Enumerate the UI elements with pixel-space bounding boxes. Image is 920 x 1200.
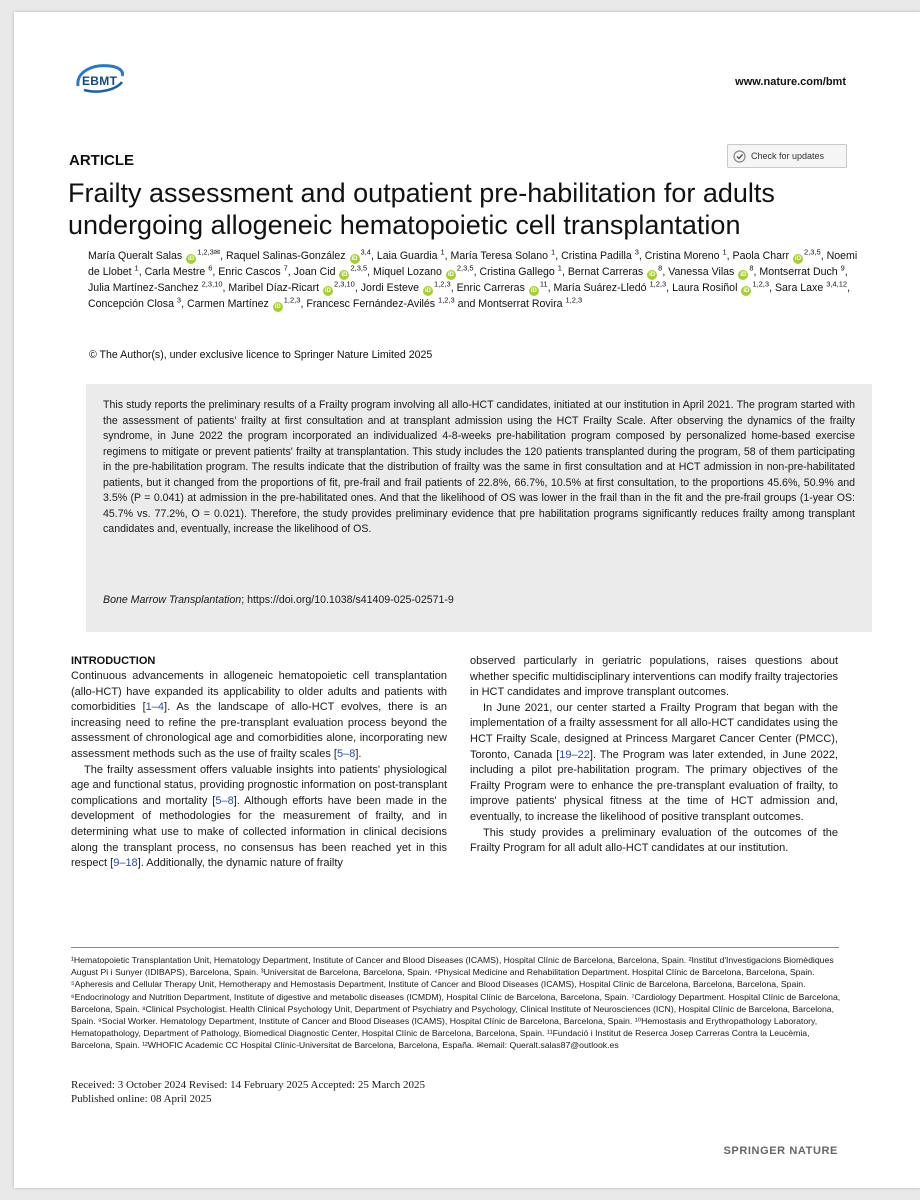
affiliation-superscript: 9 bbox=[840, 263, 845, 273]
reference-link[interactable]: 9–18 bbox=[113, 857, 138, 870]
affiliation-superscript: 1,2,3 bbox=[649, 279, 667, 289]
author-name[interactable]: Montserrat Rovira bbox=[478, 297, 566, 310]
affiliation-superscript: 1,2,3 bbox=[752, 279, 770, 289]
affiliation-superscript: 1 bbox=[440, 247, 445, 257]
affiliation-superscript: 8 bbox=[749, 263, 754, 273]
author-name[interactable]: Montserrat Duch bbox=[759, 265, 841, 278]
received-revised-accepted: Received: 3 October 2024 Revised: 14 February 2025 Accepted: 25 March 2025 bbox=[71, 1079, 426, 1091]
author-name[interactable]: Francesc Fernández-Avilés bbox=[306, 297, 439, 310]
author-name[interactable]: Noemi de Llobet bbox=[88, 250, 858, 278]
author-name[interactable]: Enric Cascos bbox=[218, 265, 284, 278]
author-name[interactable]: Laia Guardia bbox=[376, 250, 441, 262]
footnote-divider bbox=[71, 947, 839, 948]
affiliation-superscript: 1,2,3 bbox=[283, 295, 301, 305]
author-name[interactable]: Cristina Padilla bbox=[561, 250, 635, 262]
affiliation-superscript: 8 bbox=[658, 263, 663, 273]
orcid-icon[interactable]: iD bbox=[740, 271, 747, 278]
reference-link[interactable]: 1–4 bbox=[145, 701, 165, 714]
intro-paragraph-3: observed particularly in geriatric populations, raises questions about whether specific multidisciplinary interventions can modify frailty trajectories in HCT candidates and improve transplant outcomes. bbox=[470, 655, 838, 699]
orcid-icon[interactable]: iD bbox=[649, 271, 656, 278]
author-list: María Queralt Salas $iD^{1,2,3✉}$, Raquel Salinas-González iD$^{3,4}$, Laia Guardia $^1$, María Teresa Solano $^1$, Cristina Padilla $^3$, Cristina Moreno $^1$, Paola Charr iD$^{2,3,5}$, Noemi de Llobet $^1$, Carla Mestre $^6$, Enric Cascos $^7$, Joan Cid iD$^{2,3,5}$, Miquel Lozano iD$^{2,3,5}$, Cristina Gallego $^1$, Bernat Carreras $iD^8$, Vanessa Vilas $iD^8$, Montserrat Duch $^9$, Julia Martínez-Sanchez $^{2,3,10}$, Maribel Díaz-Ricart iD$^{2,3,10}$, Jordi Esteve iD$^{1,2,3}$, Enric Carreras $iD^{11}$, María Suárez-Lledó $^{1,2,3}$, Laura Rosiñol iD$^{1,2,3}$, Sara Laxe $^{3,4,12}$, Concepción Closa $^3$, Carmen Martínez iD$^{1,2,3}$, Francesc Fernández-Avilés $^{1,2,3}$ and Montserrat Rovira $^{1,2,3}$ bbox=[88, 247, 858, 310]
affiliation-superscript: 1,2,3✉ bbox=[197, 247, 221, 257]
article-dates bbox=[71, 1078, 425, 1106]
article-type-label: ARTICLE bbox=[69, 152, 134, 169]
orcid-icon[interactable]: iD bbox=[274, 303, 281, 310]
author-name[interactable]: Joan Cid bbox=[293, 265, 339, 278]
author-name[interactable]: Maribel Díaz-Ricart bbox=[228, 281, 322, 294]
orcid-icon[interactable]: iD bbox=[425, 287, 431, 294]
abstract-text: This study reports the preliminary results of a Frailty program involving all allo-HCT candidates, initiated at our institution in April 2021. The program started with the assessment of patients' frailty at first consultation and at transplant admission using the HCT Frailty Scale. After observing the dynamics of the frailty syndrome, in June 2022 the program incorporated an individualized 4-8-weeks pre-habilitation program composed by personalized home-based exercise regimens to mitigate or prevent patients' frailty at transplantation. This study includes the 120 patients transplanted during the program, 58 of them participating in the pre-habilitation program. The results indicate that the distribution of frailty was the same in first consultation and at HCT admission in non-pre-habilitated patients, but it changed from the proportions of fit, pre-frail and frail patients of 22.8%, 66.7%, 10.5% at first consultation, to the proportions 45.6%, 50.9% and 3.5% (P = 0.041) at admission in the pre-habilitated ones. And that the likelihood of OS was lower in the frail than in the fit and the pre-frail groups (1-year OS: 45.7% vs. 77.2%, O = 0.021). Therefore, the study provides preliminary evidence that pre habilitation programs significantly reduces frailty among transplant candidates and, eventually, increase the likelihood of OS. bbox=[103, 399, 855, 535]
author-name[interactable]: Raquel Salinas-González bbox=[226, 250, 349, 262]
orcid-icon[interactable]: iD bbox=[325, 287, 331, 294]
affiliation-superscript: 2,3,10 bbox=[334, 279, 355, 289]
author-name[interactable]: Sara Laxe bbox=[774, 281, 827, 294]
orcid-icon[interactable]: iD bbox=[341, 271, 348, 278]
author-name[interactable]: Cristina Gallego bbox=[479, 265, 558, 278]
affiliation-superscript: 1 bbox=[134, 263, 139, 273]
author-name[interactable]: Cristina Moreno bbox=[644, 250, 723, 262]
author-name[interactable]: Enric Carreras bbox=[456, 281, 528, 294]
intro-paragraph-5: This study provides a preliminary evaluation of the outcomes of the Frailty Program for all adult allo-HCT candidates at our institution. bbox=[470, 826, 838, 855]
affiliation-superscript: 2,3,5 bbox=[456, 263, 474, 273]
citation-line bbox=[103, 594, 454, 606]
affiliation-superscript: 1 bbox=[557, 263, 562, 273]
check-updates-label: Check for updates bbox=[751, 151, 825, 161]
published-online: Published online: 08 April 2025 bbox=[71, 1093, 212, 1105]
reference-link[interactable]: 5–8 bbox=[215, 794, 234, 807]
intro-paragraph-2: The frailty assessment offers valuable insights into patients' physiological age and functional status, providing prognostic information on post-transplant complications and mortality [5–8]. Although efforts have been made in the development of methodologies for the measurement of frailty, and in determining what use to make of collected information in clinical decisions along the transplant process, no consensus has been reached yet in this respect [9–18]. Additionally, the dynamic nature of frailty bbox=[71, 763, 447, 870]
affiliation-superscript: 1 bbox=[722, 247, 727, 257]
affiliation-superscript: 3,4,12 bbox=[826, 279, 848, 289]
left-column bbox=[71, 669, 447, 872]
author-name[interactable]: Concepción Closa bbox=[88, 297, 177, 310]
affiliation-superscript: 1,2,3 bbox=[565, 295, 583, 305]
author-name[interactable]: Jordi Esteve bbox=[360, 281, 422, 294]
author-name[interactable]: Carmen Martínez bbox=[186, 297, 272, 310]
section-heading-introduction: INTRODUCTION bbox=[71, 655, 156, 667]
affiliation-superscript: 3 bbox=[176, 295, 182, 305]
affiliation-superscript: 1,2,3 bbox=[434, 279, 451, 289]
affiliation-superscript: 2,3,10 bbox=[201, 279, 223, 289]
author-name[interactable]: Laura Rosiñol bbox=[672, 281, 741, 294]
right-column bbox=[470, 654, 838, 857]
author-name[interactable]: Julia Martínez-Sanchez bbox=[88, 281, 202, 294]
affiliations: ¹Hematopoietic Transplantation Unit, Hematology Department, Institute of Cancer and Blood Diseases (ICAMS), Hospital Clínic de Barcelona, Barcelona, Spain. ²Institut d'Investigacions Biomèdiques August Pi i Sunyer (IDIBAPS), Barcelona, Spain. ³Universitat de Barcelona, Barcelona, Spain. ⁴Physical Medicine and Rehabilitation Department. Hospital Clínic de Barcelona, Barcelona, Spain. ⁵Apheresis and Cellular Therapy Unit, Hemotherapy and Hemostasis Department, Institute of Cancer and Blood Diseases (ICAMS), Hospital Clínic de Barcelona, Barcelona, Barcelona, Spain. ⁶Endocrinology and Nutrition Department, Institute of digestive and metabolic diseases (ICMDM), Hospital Clínic de Barcelona, Barcelona, Spain. ⁷Cardiology Department. Hospital Clínic de Barcelona, Barcelona, Spain. ⁸Clinical Psychologist. Health Clinical Psychology Unit, Department of Psychiatry and Psychology, Clinical Institute of Neurosciences (ICN), Hospital Clínic de Barcelona, Barcelona, Spain. ⁹Social Worker. Hematology Department, Institute of Cancer and Blood Diseases (ICAMS), Hospital Clínic de Barcelona, Barcelona, Spain. ¹⁰Hemostasis and Erythropathology Laboratory, Hematopathology, Department of Pathology, Biomedical Diagnostic Center, Hospital Clínic de Barcelona, Barcelona, Spain. ¹¹Fundació i Institut de Reserca Josep Carreras Contra la Leucèmia, Barcelona, Spain. ¹²WHOFIC Academic CC Hospital Clínic-Universitat de Barcelona, Barcelona, España. ✉email: Queralt.salas87@outlook.es bbox=[71, 955, 841, 1051]
ebmt-logo bbox=[70, 60, 130, 98]
affiliation-superscript: 1,2,3 bbox=[438, 295, 455, 305]
doi-link[interactable]: ; https://doi.org/10.1038/s41409-025-02571-9 bbox=[241, 594, 454, 606]
intro-paragraph-4: In June 2021, our center started a Frailty Program that began with the implementation of a frailty assessment for all allo-HCT candidates using the HCT Frailty Scale, designed at Princess Margaret Cancer Center (PMCC), Toronto, Canada [19–22]. The Program was later extended, in June 2022, including a pilot pre-habilitation program. The primary objectives of the Frailty Program were to enhance the pre-transplant evaluation of frailty, to improve patients' physical fitness at the time of HCT admission and, eventually, to increase the likelihood of positive transplant outcomes. bbox=[470, 701, 838, 823]
check-for-updates-button[interactable] bbox=[727, 144, 847, 168]
article-title: Frailty assessment and outpatient pre-habilitation for adults undergoing allogeneic hematopoietic cell transplantation bbox=[68, 178, 775, 240]
copyright-notice: © The Author(s), under exclusive licence to Springer Nature Limited 2025 bbox=[89, 349, 433, 361]
publisher-logo: SPRINGER NATURE bbox=[723, 1145, 838, 1157]
affiliation-superscript: 1 bbox=[551, 247, 556, 257]
orcid-icon[interactable]: iD bbox=[351, 256, 358, 262]
author-name[interactable]: Vanessa Vilas bbox=[668, 265, 738, 278]
reference-link[interactable]: 5–8 bbox=[336, 747, 356, 760]
author-name[interactable]: María Teresa Solano bbox=[450, 250, 552, 262]
affiliation-superscript: 7 bbox=[283, 263, 288, 273]
affiliation-superscript: 3,4 bbox=[360, 247, 371, 257]
intro-paragraph-1: Continuous advancements in allogeneic hematopoietic cell transplantation (allo-HCT) have expanded its applicability to older adults and patients with comorbidities [1–4]. As the landscape of allo-HCT evolves, there is an increasing need to refine the pre-transplant evaluation process beyond the assessment of chronological age and comorbidities alone, incorporating new assessment methods such as the use of frailty scales [5–8]. bbox=[71, 670, 447, 760]
author-name[interactable]: Carla Mestre bbox=[144, 265, 209, 278]
author-name[interactable]: María Suárez-Lledó bbox=[553, 281, 650, 294]
affiliation-superscript: 6 bbox=[208, 263, 213, 273]
author-name[interactable]: Miquel Lozano bbox=[373, 265, 445, 278]
author-name[interactable]: María Queralt Salas bbox=[88, 250, 186, 262]
logo-text: EBMT bbox=[82, 74, 118, 88]
reference-link[interactable]: 19–22 bbox=[559, 748, 590, 761]
article-page bbox=[14, 12, 920, 1188]
check-updates-icon bbox=[732, 149, 746, 163]
affiliation-superscript: 3 bbox=[634, 247, 639, 257]
journal-name: Bone Marrow Transplantation bbox=[103, 594, 242, 606]
affiliation-superscript: 2,3,5 bbox=[350, 263, 368, 273]
orcid-icon[interactable]: iD bbox=[530, 287, 537, 294]
orcid-icon[interactable]: iD bbox=[743, 287, 750, 294]
orcid-icon[interactable]: iD bbox=[447, 271, 454, 278]
orcid-icon[interactable]: iD bbox=[795, 256, 802, 262]
journal-url-link[interactable]: www.nature.com/bmt bbox=[735, 76, 846, 88]
orcid-icon[interactable]: iD bbox=[188, 256, 195, 262]
affiliation-superscript: 11 bbox=[539, 279, 548, 289]
author-name[interactable]: Bernat Carreras bbox=[567, 265, 647, 278]
author-name[interactable]: Paola Charr bbox=[732, 250, 793, 262]
affiliation-superscript: 2,3,5 bbox=[804, 247, 821, 257]
abstract-box bbox=[86, 384, 872, 632]
